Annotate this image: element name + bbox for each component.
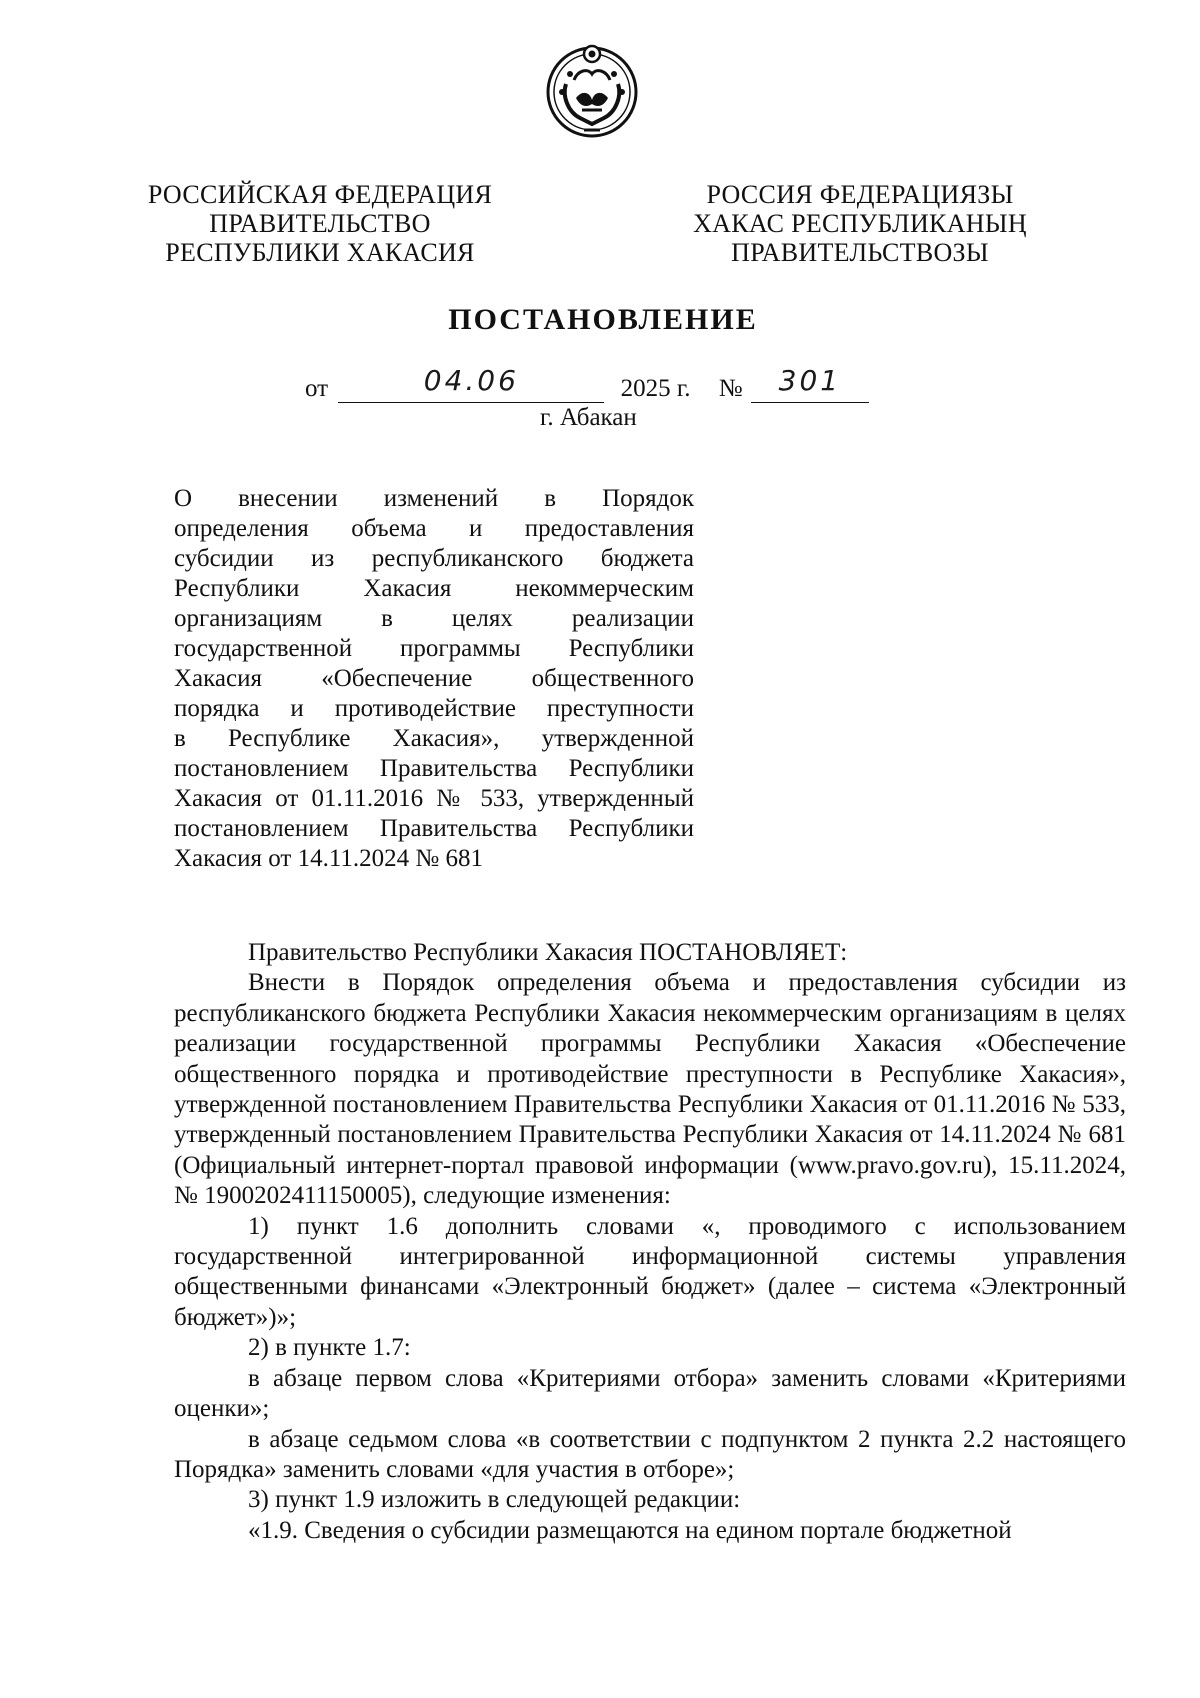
subject-block [174, 484, 694, 874]
subject-line: Республики Хакасия некоммерческим [174, 575, 694, 602]
subject-line: определения объема и предоставления [174, 515, 694, 542]
body-paragraph: 3) пункт 1.9 изложить в следующей редакции: [248, 1486, 741, 1514]
coat-of-arms-emblem [544, 40, 640, 140]
body-text [174, 938, 1126, 1546]
body-paragraph: Внести в Порядок определения объема и предоставления субсидии из республиканского бюджета Республики Хакасия некоммерческим организациям в целях реализации государственной программы Республики Хакасия «Обеспечение общественного порядка и противодействие преступности в Республике Хакасия», утвержденной постановлением Правительства Республики Хакасия от 01.11.2016 № 533, утвержденный постановлением Правительства Республики Хакасия от 14.11.2024 № 681 (Официальный интернет-портал правовой информации (www.pravo.gov.ru), 15.11.2024, № 1900202411150005), следующие изменения: [174, 969, 1126, 1210]
subject-line: государственной программы Республики [174, 635, 694, 662]
date-field [338, 364, 604, 403]
header-left-line: РЕСПУБЛИКИ ХАКАСИЯ [165, 238, 475, 267]
header-right-line: ХАКАС РЕСПУБЛИКАНЫҢ [693, 209, 1027, 238]
subject-line: организациям в целях реализации [174, 605, 694, 632]
subject-line: О внесении изменений в Порядок [174, 485, 694, 512]
document-title: ПОСТАНОВЛЕНИЕ [448, 303, 758, 336]
body-paragraph: «1.9. Сведения о субсидии размещаются на едином портале бюджетной [248, 1516, 1012, 1544]
header-right-block [660, 180, 1060, 267]
date-year: 2025 г. [620, 375, 691, 402]
subject-line: Хакасия от 14.11.2024 № 681 [174, 845, 484, 872]
header-left-line: РОССИЙСКАЯ ФЕДЕРАЦИЯ [147, 180, 493, 209]
subject-line: в Республике Хакасия», утвержденной [174, 725, 694, 752]
subject-line: Хакасия от 01.11.2016 № 533, утвержденный [174, 785, 694, 812]
subject-line: Хакасия «Обеспечение общественного [174, 665, 694, 692]
date-number-line [305, 364, 869, 406]
header-left-block [120, 180, 520, 267]
body-paragraph: 2) в пункте 1.7: [248, 1334, 411, 1362]
number-sign: № [718, 375, 743, 402]
body-paragraph: в абзаце первом слова «Критериями отбора» заменить словами «Критериями оценки»; [174, 1364, 1126, 1423]
subject-line: постановлением Правительства Республики [174, 815, 694, 842]
city-name: г. Абакан [540, 404, 637, 431]
body-paragraph: 1) пункт 1.6 дополнить словами «, проводимого с использованием государственной интегрированной информационной системы управления общественными финансами «Электронный бюджет» (далее – система «Электронный бюджет»)»; [174, 1212, 1126, 1331]
header-right-line: ПРАВИТЕЛЬСТВОЗЫ [731, 238, 989, 267]
subject-line: порядка и противодействие преступности [174, 695, 694, 722]
date-prefix: от [305, 375, 329, 402]
subject-line: субсидии из республиканского бюджета [174, 545, 694, 572]
body-paragraph: в абзаце седьмом слова «в соответствии с подпунктом 2 пункта 2.2 настоящего Порядка» заменить словами «для участия в отборе»; [174, 1425, 1126, 1483]
handwritten-date: 04.06 [423, 364, 519, 397]
header-right-line: РОССИЯ ФЕДЕРАЦИЯЗЫ [706, 180, 1014, 209]
handwritten-number: 301 [778, 364, 842, 397]
subject-line: постановлением Правительства Республики [174, 755, 694, 782]
number-field [751, 364, 869, 403]
header-left-line: ПРАВИТЕЛЬСТВО [209, 209, 431, 238]
body-paragraph: Правительство Республики Хакасия ПОСТАНОВЛЯЕТ: [248, 939, 848, 966]
